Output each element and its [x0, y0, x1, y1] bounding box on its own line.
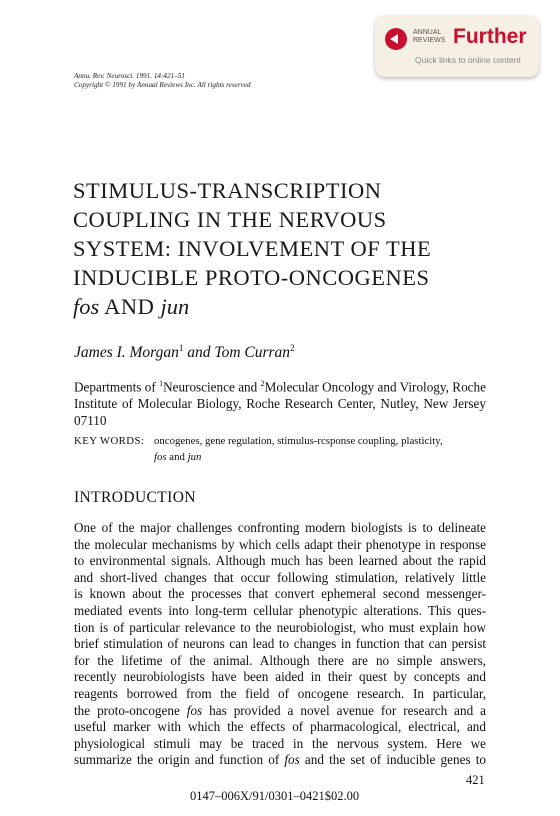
body-line: tion is of particular relevance to the neurobiologist, who must explain how	[74, 619, 486, 635]
body-line: to environmental signals. Although much has been learned about the rapid	[74, 553, 486, 569]
body-line: recently neurobiologists have been aided in their quest by concepts and	[74, 669, 486, 685]
affil-part-1: Departments of	[74, 379, 160, 395]
footer-code: 0147–006X/91/0301–0421$02.00	[190, 789, 360, 803]
affiliation	[74, 375, 486, 429]
title-and: AND	[99, 294, 161, 319]
body-fragment: has provided a novel avenue for research and a	[202, 702, 486, 718]
title-line-4: INDUCIBLE PROTO-ONCOGENES	[73, 265, 430, 290]
body-line: physiological stimuli may be traced in the nervous system. Here we	[74, 735, 486, 751]
authors-and: and	[183, 344, 215, 362]
body-paragraph	[74, 520, 486, 769]
article-title	[73, 176, 513, 321]
body-line: the molecular mechanisms by which cells adapt their phenotype in response	[74, 536, 486, 552]
body-fragment: summarize the origin and function of	[74, 752, 285, 768]
body-fos: fos	[284, 752, 300, 768]
annual-reviews-logo-icon	[385, 28, 407, 50]
citation-line-1: Annu. Rev. Neurosci. 1991. 14:421–51	[74, 72, 185, 80]
body-line: and short-lived changes that occur following stimulation, relatively little	[74, 569, 486, 585]
title-line-3: SYSTEM: INVOLVEMENT OF THE	[73, 236, 432, 261]
author-1: James I. Morgan	[74, 344, 179, 362]
affil-part-3: Molecular Oncology and Virology, Roche Institute of Molecular Biology, Roche Research Center, Nutley, New Jersey 07110	[74, 379, 486, 429]
citation-block	[74, 72, 251, 90]
banner-annual-text: ANNUAL	[413, 29, 442, 36]
banner-tagline: Quick links to online content	[415, 55, 521, 65]
body-line: reagents borrowed from the field of oncogene research. In particular,	[74, 685, 486, 701]
keywords-text	[154, 433, 494, 465]
page-number: 421	[466, 773, 485, 787]
affil-part-2: Neuroscience and	[163, 379, 261, 395]
keyword-fos: fos	[154, 451, 167, 463]
banner-reviews-text: REVIEWS	[413, 37, 446, 44]
banner-publisher-label	[413, 29, 445, 45]
body-line: mediated events into long-term cellular phenotypic alterations. This ques-	[74, 602, 486, 618]
keyword-and: and	[166, 451, 188, 463]
title-line-5	[73, 292, 513, 321]
authors-line	[74, 343, 295, 362]
body-fragment: the proto-oncogene	[74, 702, 187, 718]
title-line-1: STIMULUS-TRANSCRIPTION	[73, 178, 382, 203]
affil-sup-1: 1	[159, 379, 164, 388]
author-2-sup: 2	[290, 343, 295, 353]
body-line	[74, 703, 486, 720]
body-line: brief stimulation of neurons can lead to changes in function that can persist	[74, 636, 486, 652]
body-line: useful marker with which the effects of pharmacological, electrical, and	[74, 719, 486, 735]
annual-reviews-further-banner[interactable]	[375, 15, 539, 77]
banner-further-text: Further	[453, 25, 527, 48]
body-fos: fos	[186, 702, 203, 718]
citation-line-2: Copyright © 1991 by Annual Reviews Inc. All rights reserved	[74, 81, 251, 89]
body-line: One of the major challenges confronting modern biologists is to delineate	[74, 520, 486, 535]
keywords-list: oncogenes, gene regulation, stimulus-rcsponse coupling, plasticity,	[154, 435, 443, 447]
body-line: for the lifetime of the animal. Although there are no simple answers,	[74, 652, 486, 668]
affil-sup-2: 2	[260, 379, 265, 388]
title-fos: fos	[73, 294, 100, 319]
section-heading: INTRODUCTION	[74, 489, 196, 506]
body-line: is known about the processes that convert ephemeral second messenger-	[74, 586, 486, 602]
author-1-sup: 1	[178, 343, 184, 353]
title-line-2: COUPLING IN THE NERVOUS	[73, 207, 387, 232]
keywords-label: KEY WORDS:	[74, 435, 145, 447]
keyword-jun: jun	[187, 451, 202, 463]
author-2: Tom Curran	[214, 344, 291, 362]
title-jun: jun	[160, 294, 190, 319]
body-line	[74, 752, 486, 769]
body-fragment: and the set of inducible genes to	[299, 752, 486, 768]
